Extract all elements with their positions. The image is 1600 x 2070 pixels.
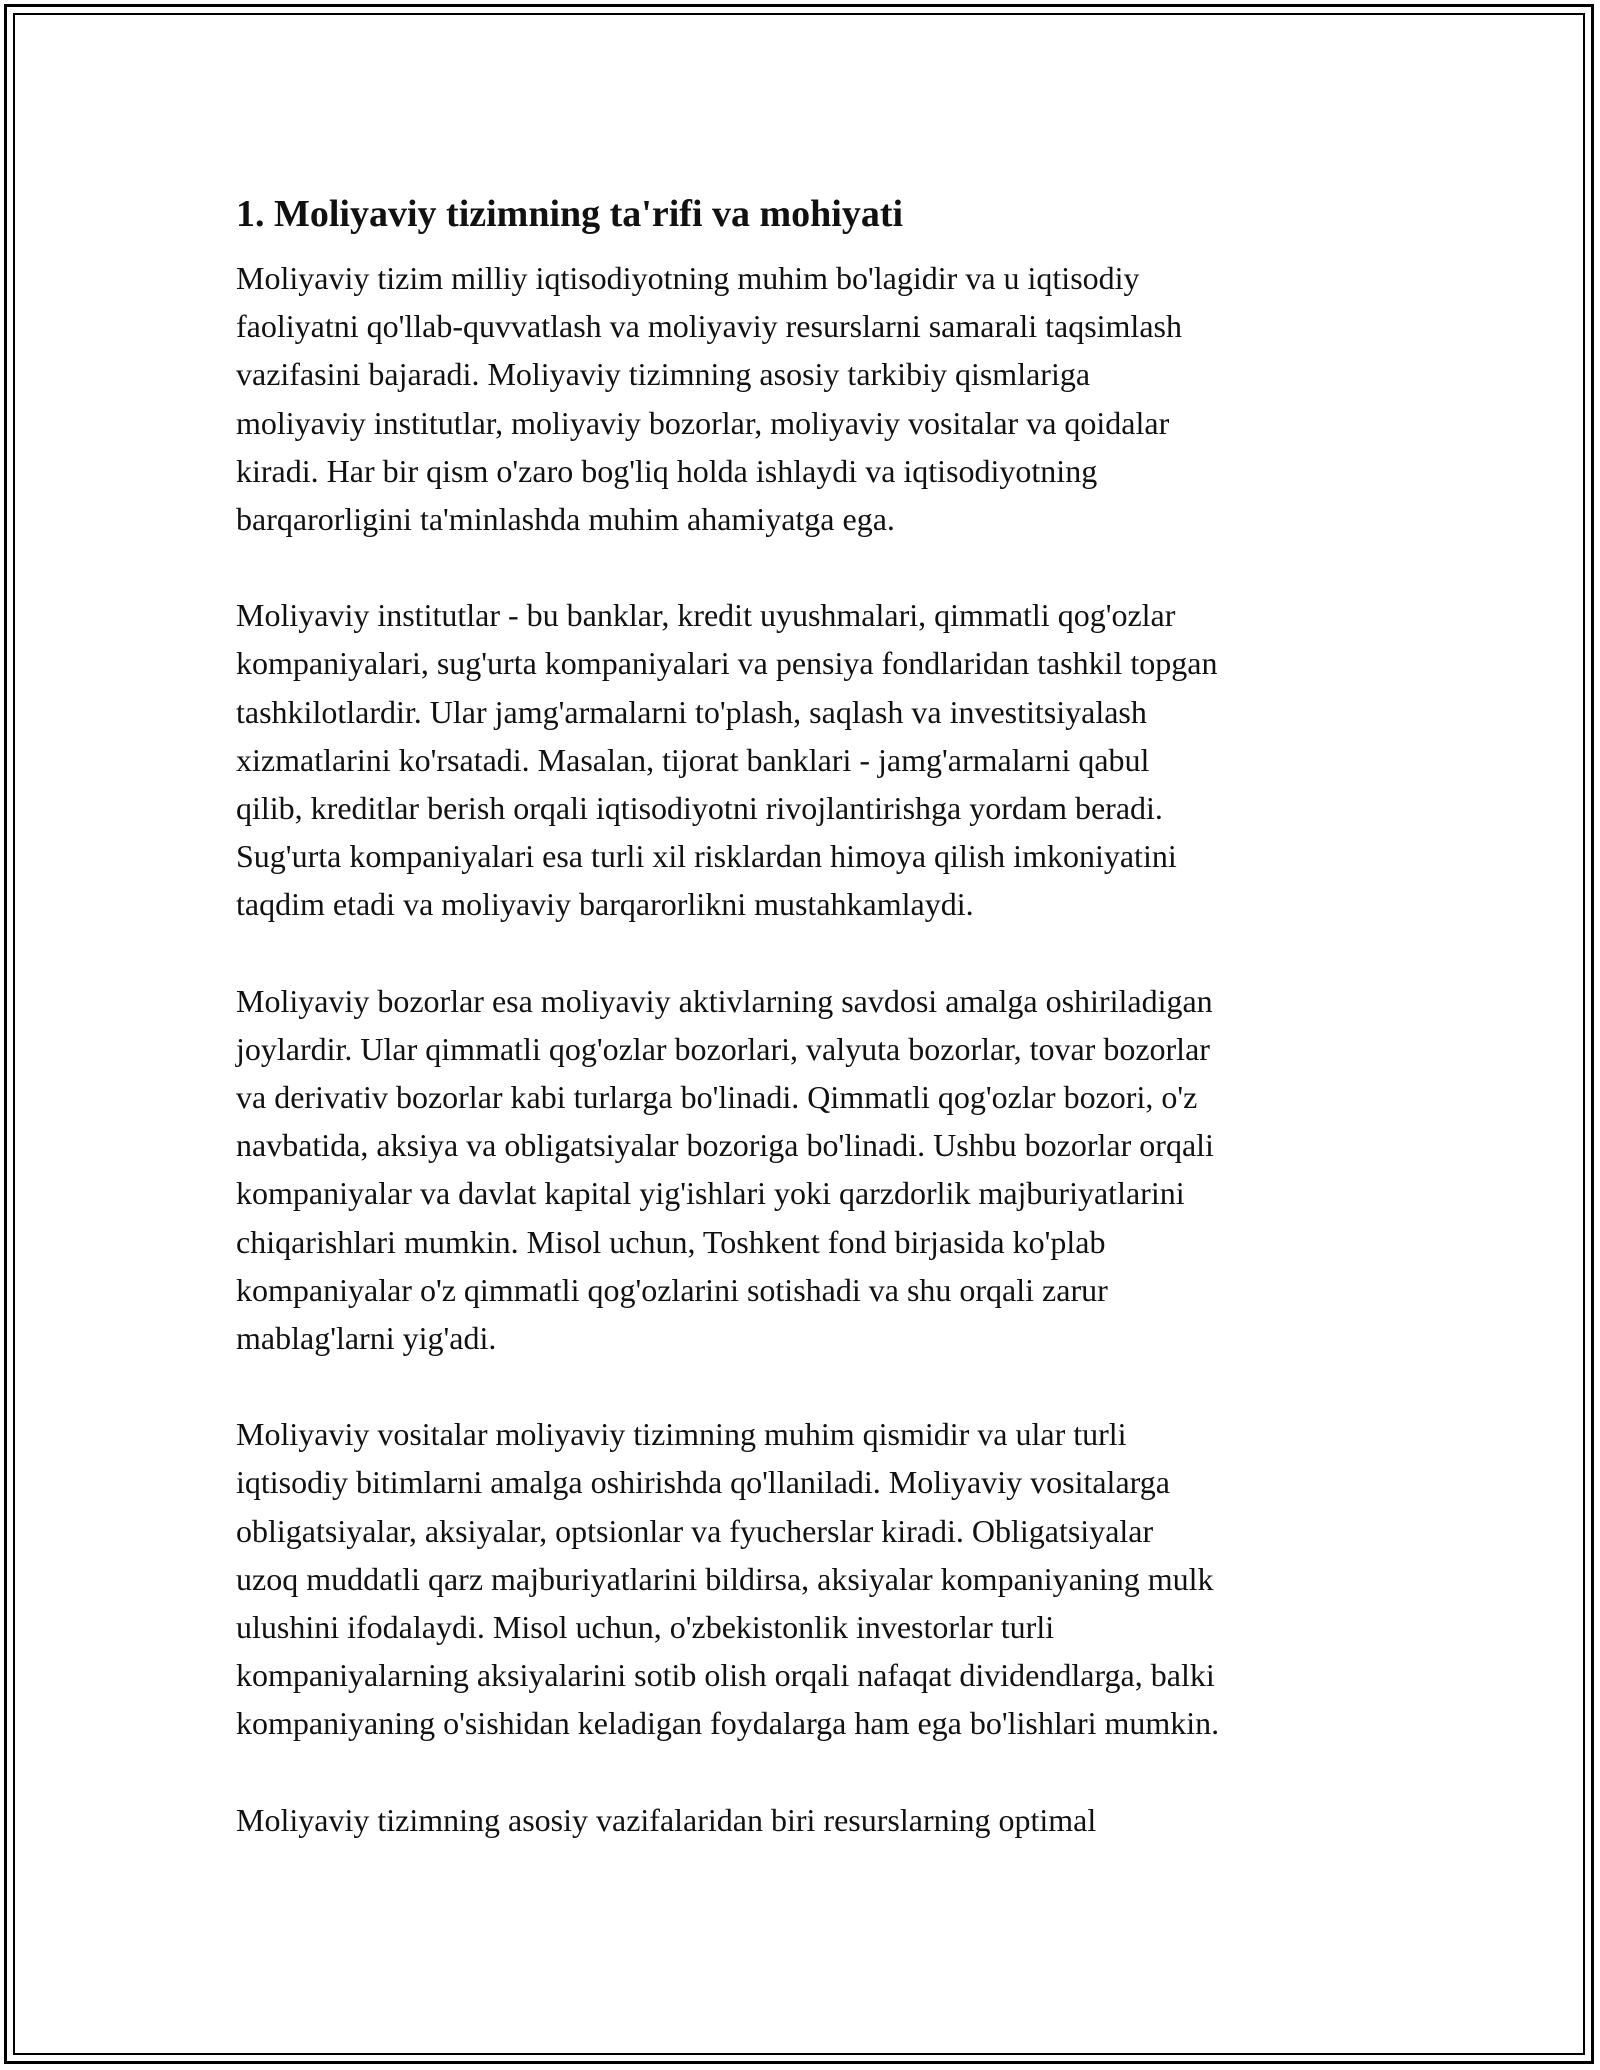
- document-body: [236, 188, 1376, 1892]
- paragraph-financial-instruments: Moliyaviy vositalar moliyaviy tizimning muhim qismidir va ular turli iqtisodiy bitimlarni amalga oshirishda qo'llaniladi. Moliyaviy vositalarga obligatsiyalar, aksiyalar, optsionlar va fyucherslar kiradi. Obligatsiyalar uzoq muddatli qarz majburiyatlarini bildirsa, aksiyalar kompaniyaning mulk ulushini ifodalaydi. Misol uchun, o'zbekistonlik investorlar turli kompaniyalarning aksiyalarini sotib olish orqali nafaqat dividendlarga, balki kompaniyaning o'sishidan keladigan foydalarga ham ega bo'lishlari mumkin.: [236, 1416, 1220, 1742]
- paragraph-system-functions: Moliyaviy tizimning asosiy vazifalaridan biri resurslarning optimal: [236, 1801, 1097, 1838]
- paragraph-financial-markets: Moliyaviy bozorlar esa moliyaviy aktivlarning savdosi amalga oshiriladigan joylardir. Ular qimmatli qog'ozlar bozorlari, valyuta bozorlar, tovar bozorlar va derivativ bozorlar kabi turlarga bo'linadi. Qimmatli qog'ozlar bozori, o'z navbatida, aksiya va obligatsiyalar bozoriga bo'linadi. Ushbu bozorlar orqali kompaniyalar va davlat kapital yig'ishlari yoki qarzdorlik majburiyatlarini chiqarishlari mumkin. Misol uchun, Toshkent fond birjasida ko'plab kompaniyalar o'z qimmatli qog'ozlarini sotishadi va shu orqali zarur mablag'larni yig'adi.: [236, 982, 1214, 1357]
- section-heading: 1. Moliyaviy tizimning ta'rifi va mohiyati: [236, 193, 904, 235]
- paragraph-financial-system-definition: Moliyaviy tizim milliy iqtisodiyotning muhim bo'lagidir va u iqtisodiy faoliyatni qo'llab-quvvatlash va moliyaviy resurslarni samarali taqsimlash vazifasini bajaradi. Moliyaviy tizimning asosiy tarkibiy qismlariga moliyaviy institutlar, moliyaviy bozorlar, moliyaviy vositalar va qoidalar kiradi. Har bir qism o'zaro bog'liq holda ishlaydi va iqtisodiyotning barqarorligini ta'minlashda muhim ahamiyatga ega.: [236, 260, 1182, 538]
- paragraph-financial-institutions: Moliyaviy institutlar - bu banklar, kredit uyushmalari, qimmatli qog'ozlar kompaniyalari, sug'urta kompaniyalari va pensiya fondlaridan tashkil topgan tashkilotlardir. Ular jamg'armalarni to'plash, saqlash va investitsiyalash xizmatlarini ko'rsatadi. Masalan, tijorat banklari - jamg'armalarni qabul qilib, kreditlar berish orqali iqtisodiyotni rivojlantirishga yordam beradi. Sug'urta kompaniyalari esa turli xil risklardan himoya qilish imkoniyatini taqdim etadi va moliyaviy barqarorlikni mustahkamlaydi.: [236, 597, 1218, 923]
